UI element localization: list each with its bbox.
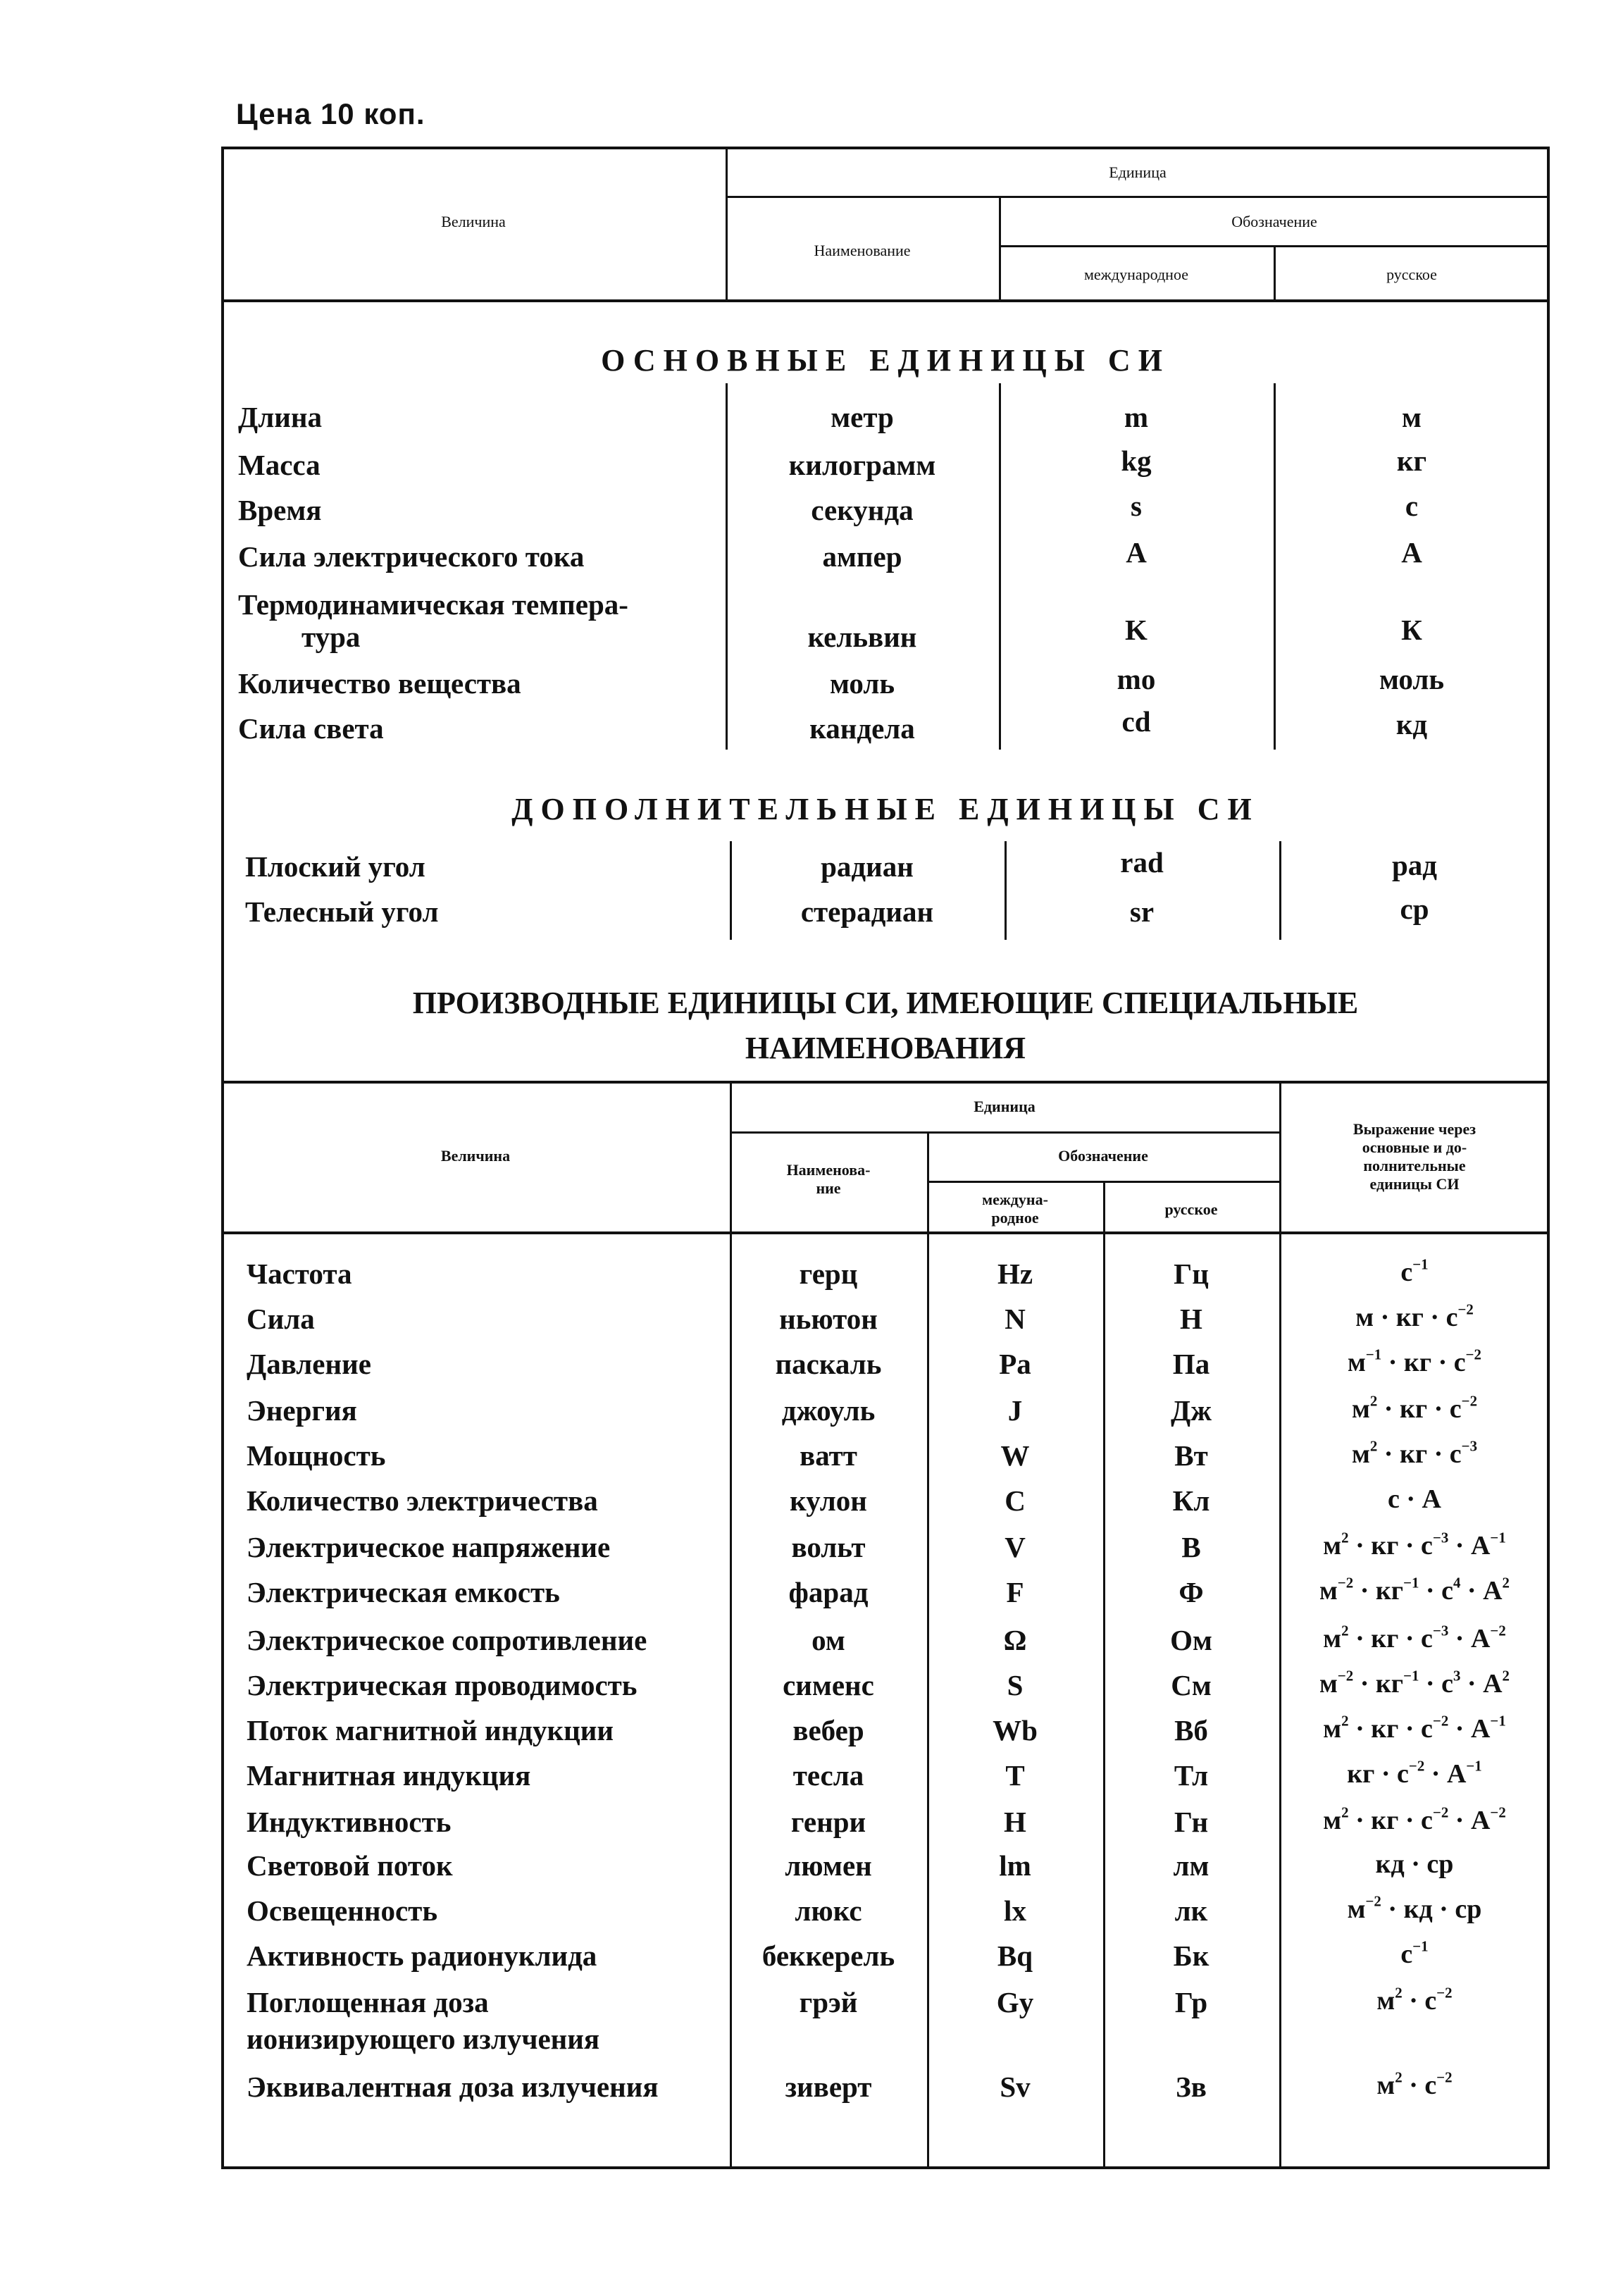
intl-symbol-cell: S [1007,1669,1024,1701]
unit-name-cell: грэй [799,1986,858,2018]
derived-header-quantity: Величина [440,1147,511,1165]
intl-symbol-cell: m [1124,401,1149,433]
intl-symbol-cell: Sv [1000,2071,1031,2103]
unit-name-cell: моль [829,667,895,700]
header-hline-unit [726,196,1550,198]
intl-symbol-cell: C [1005,1484,1026,1517]
intl-symbol-cell: K [1125,614,1148,646]
rus-symbol-cell: лк [1174,1894,1208,1927]
rus-symbol-cell: Тл [1174,1759,1209,1792]
quantity-cell-continued: ионизирующего излучения [247,2023,600,2055]
si-expression-cell: $м^2$ · кг · $с^{-2} \cdot А^{-1}$ [1323,1712,1506,1744]
header-unit: Единица [1109,163,1167,181]
section-title-derived-2: НАИМЕНОВАНИЯ [745,1031,1026,1065]
rus-symbol-cell: м [1402,401,1422,433]
section-title-base: ОСНОВНЫЕ ЕДИНИЦЫ СИ [601,343,1170,378]
rus-symbol-cell: кг [1396,445,1427,477]
quantity-cell: Поглощенная доза [247,1986,489,2018]
derived-header-expression-2: основные и до- [1362,1138,1467,1156]
si-expression-cell: кг · $с^{-2} \cdot А^{-1}$ [1347,1757,1482,1789]
derived-header-expression-3: полнительные [1363,1157,1466,1174]
si-expression-cell: $м^2$ · кг · $с^{-3} \cdot А^{-2}$ [1323,1622,1506,1653]
quantity-cell: Сила электрического тока [238,540,585,573]
rus-symbol-cell: Бк [1173,1940,1210,1972]
si-expression-cell: $м^2$ · кг · $с^{-3} \cdot А^{-1}$ [1323,1529,1506,1560]
intl-symbol-cell: F [1006,1576,1024,1608]
derived-hline-unit [730,1131,1279,1134]
intl-symbol-cell: lm [999,1849,1031,1882]
si-expression-cell: м · кг · $с^{-2}$ [1355,1301,1474,1332]
intl-symbol-cell: W [1000,1439,1030,1472]
quantity-cell: Индуктивность [247,1806,452,1838]
rus-symbol-cell: Дж [1171,1394,1212,1427]
section-title-derived-1: ПРОИЗВОДНЫЕ ЕДИНИЦЫ СИ, ИМЕЮЩИЕ СПЕЦИАЛЬНЫЕ [412,986,1359,1020]
quantity-cell: Электрическое сопротивление [247,1624,647,1656]
quantity-cell: Энергия [247,1394,357,1427]
quantity-cell: Термодинамическая темпера- [238,588,628,621]
intl-symbol-cell: A [1126,536,1147,569]
si-expression-cell: $м^2$ · кг · $с^{-2} \cdot А^{-2}$ [1323,1804,1506,1835]
si-expression-cell: $м^{-1}$ · кг · $с^{-2}$ [1348,1346,1481,1377]
rus-symbol-cell: Зв [1176,2071,1207,2103]
rus-symbol-cell: моль [1379,663,1445,695]
unit-name-cell: ампер [822,540,902,573]
unit-name-cell: ньютон [779,1303,878,1335]
si-expression-cell: $м^2$ · кг · $с^{-2}$ [1351,1392,1478,1424]
header-russian: русское [1386,266,1437,283]
unit-name-cell: ватт [800,1439,857,1472]
derived-header-hline-bottom [221,1231,1550,1234]
si-expression-cell: $с^{-1}$ [1400,1937,1429,1969]
si-expression-cell: $м^{-2} \cdot кг^{-1} \cdot с^3 \cdot А^2$ [1319,1667,1510,1699]
unit-name-cell: кельвин [807,621,917,653]
si-expression-cell: $м^2 \cdot с^{-2}$ [1376,1984,1453,2016]
quantity-cell: Электрическая проводимость [247,1669,638,1701]
quantity-cell: Электрическое напряжение [247,1531,611,1563]
intl-symbol-cell: Hz [997,1258,1033,1290]
quantity-cell: Поток магнитной индукции [247,1714,614,1746]
quantity-cell: Частота [247,1258,352,1290]
rus-symbol-cell: К [1401,614,1422,646]
unit-name-cell: генри [790,1806,866,1838]
intl-symbol-cell: Gy [996,1986,1034,2018]
unit-name-cell: ом [812,1624,845,1656]
rus-symbol-cell: Вб [1174,1714,1208,1746]
intl-symbol-cell: lx [1004,1894,1026,1927]
rus-symbol-cell: Кл [1172,1484,1210,1517]
intl-symbol-cell: Ω [1003,1624,1027,1656]
unit-name-cell: люмен [785,1849,872,1882]
intl-symbol-cell: kg [1121,445,1152,477]
unit-name-cell: зиверт [785,2071,872,2103]
intl-symbol-cell: cd [1121,705,1151,738]
derived-header-designation: Обозначение [1058,1147,1148,1165]
quantity-cell: Масса [238,449,321,481]
header-international: международное [1084,266,1188,283]
intl-symbol-cell: N [1005,1303,1026,1335]
derived-header-international-1: междуна- [982,1191,1048,1208]
rus-symbol-cell: Н [1180,1303,1202,1335]
unit-name-cell: вольт [791,1531,866,1563]
header-quantity: Величина [441,213,506,230]
rus-symbol-cell: лм [1173,1849,1210,1882]
rus-symbol-cell: В [1181,1531,1201,1563]
header-designation: Обозначение [1231,213,1317,230]
si-expression-cell: $м^{-2} \cdot кг^{-1} \cdot с^4 \cdot А^2$ [1319,1574,1510,1606]
unit-name-cell: паскаль [775,1348,882,1380]
unit-name-cell: килограмм [788,449,936,481]
si-expression-cell: $м^2 \cdot с^{-2}$ [1376,2068,1453,2100]
quantity-cell: Количество электричества [247,1484,598,1517]
quantity-cell: Магнитная индукция [247,1759,531,1792]
unit-name-cell: секунда [811,494,914,526]
rus-symbol-cell: Ом [1170,1624,1212,1656]
unit-name-cell: радиан [821,850,914,883]
intl-symbol-cell: J [1007,1394,1023,1427]
intl-symbol-cell: rad [1120,846,1164,879]
intl-symbol-cell: Pa [999,1348,1031,1380]
price-label: Цена 10 коп. [236,97,425,130]
unit-name-cell: стерадиан [800,895,934,928]
derived-header-international-2: родное [991,1209,1039,1227]
unit-name-cell: фарад [788,1576,869,1608]
rus-symbol-cell: Гц [1174,1258,1209,1290]
si-expression-cell: $м^{-2}$ · кд · ср [1347,1892,1482,1924]
intl-symbol-cell: s [1131,490,1142,522]
header-hline-bottom [221,299,1550,302]
quantity-cell: Плоский угол [245,850,425,883]
derived-header-unit: Единица [974,1098,1036,1115]
header-name: Наименование [814,242,911,259]
intl-symbol-cell: T [1005,1759,1025,1792]
intl-symbol-cell: Wb [993,1714,1038,1746]
quantity-cell: Мощность [247,1439,386,1472]
rus-symbol-cell: Гн [1174,1806,1209,1838]
unit-name-cell: беккерель [761,1940,895,1972]
derived-header-name-2: ние [816,1179,841,1197]
quantity-cell: Давление [247,1348,371,1380]
unit-name-cell: вебер [792,1714,864,1746]
intl-symbol-cell: sr [1129,895,1155,928]
quantity-cell: Электрическая емкость [247,1576,560,1608]
quantity-cell: Время [238,494,322,526]
unit-name-cell: герц [799,1258,858,1290]
quantity-cell: Световой поток [247,1849,453,1882]
quantity-cell: Длина [238,401,322,433]
derived-header-expression-4: единицы СИ [1369,1175,1460,1193]
derived-header-name-1: Наименова- [786,1161,871,1179]
rus-symbol-cell: Ф [1179,1576,1204,1608]
rus-symbol-cell: рад [1391,849,1438,881]
unit-name-cell: метр [831,401,894,433]
si-expression-cell: $с^{-1}$ [1400,1255,1429,1287]
quantity-cell: Сила [247,1303,315,1335]
rus-symbol-cell: См [1171,1669,1212,1701]
intl-symbol-cell: V [1005,1531,1026,1563]
rus-symbol-cell: А [1401,536,1422,569]
rus-symbol-cell: с [1405,490,1419,522]
quantity-cell: Эквивалентная доза излучения [247,2071,659,2103]
intl-symbol-cell: mo [1117,663,1156,695]
si-expression-cell: $м^2$ · кг · $с^{-3}$ [1351,1437,1478,1469]
unit-name-cell: сименс [783,1669,874,1701]
quantity-cell: Сила света [238,712,384,745]
derived-header-hline-top [221,1081,1550,1084]
si-expression-cell: кд · ср [1375,1849,1454,1879]
intl-symbol-cell: Bq [997,1940,1033,1972]
rus-symbol-cell: кд [1395,708,1428,740]
quantity-cell-continued: тура [301,621,361,653]
section-title-supplementary: ДОПОЛНИТЕЛЬНЫЕ ЕДИНИЦЫ СИ [511,792,1260,826]
rus-symbol-cell: Па [1172,1348,1210,1380]
quantity-cell: Активность радионуклида [247,1940,597,1972]
quantity-cell: Количество вещества [238,667,521,700]
quantity-cell: Телесный угол [245,895,439,928]
derived-header-russian: русское [1164,1200,1218,1218]
unit-name-cell: кулон [790,1484,867,1517]
unit-name-cell: кандела [809,712,915,745]
rus-symbol-cell: ср [1400,893,1429,925]
rus-symbol-cell: Вт [1174,1439,1208,1472]
header-vline-2 [999,196,1001,302]
derived-header-expression-1: Выражение через [1352,1120,1476,1138]
rus-symbol-cell: Гр [1174,1986,1208,2018]
si-expression-cell: с · А [1388,1484,1441,1514]
quantity-cell: Освещенность [247,1894,438,1927]
unit-name-cell: джоуль [781,1394,876,1427]
intl-symbol-cell: H [1004,1806,1026,1838]
unit-name-cell: люкс [795,1894,862,1927]
unit-name-cell: тесла [792,1759,864,1792]
